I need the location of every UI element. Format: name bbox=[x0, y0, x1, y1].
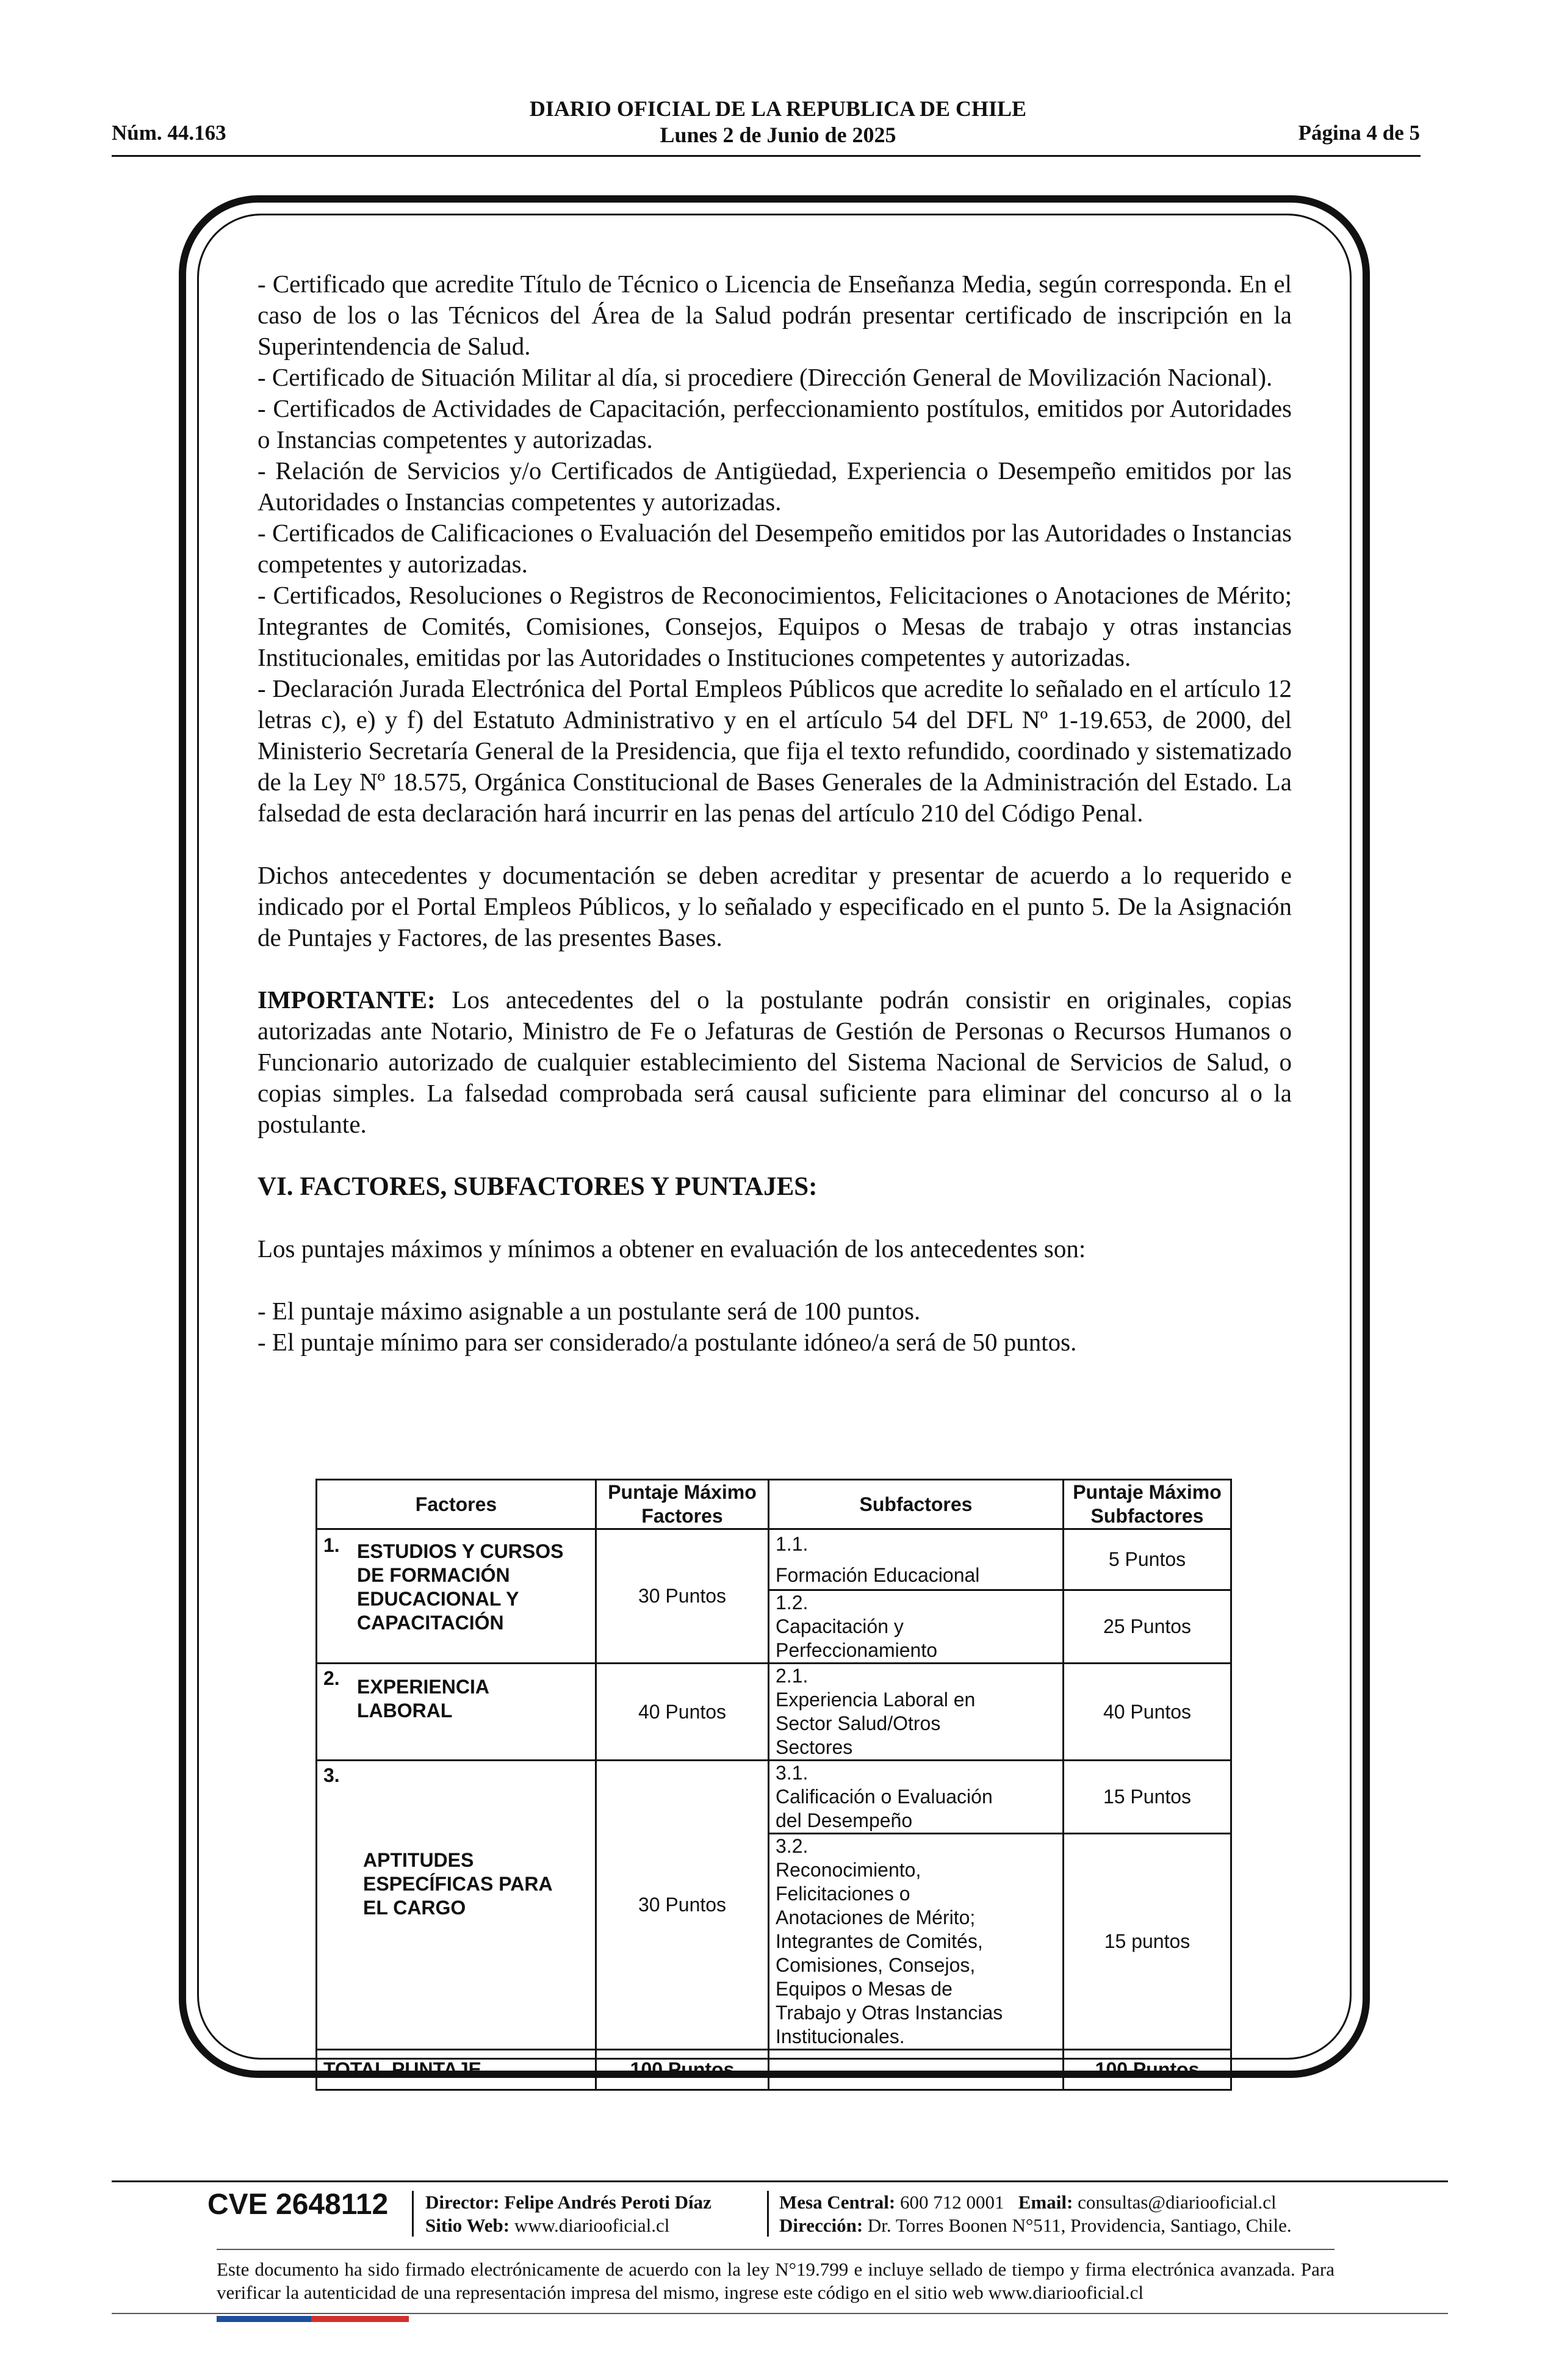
publication-date: Lunes 2 de Junio de 2025 bbox=[660, 123, 896, 147]
score-min: - El puntaje mínimo para ser considerado/a postulante idóneo/a será de 50 puntos. bbox=[258, 1328, 1077, 1356]
factor-name: EXPERIENCIA LABORAL bbox=[357, 1676, 489, 1722]
flag-stripe-blue bbox=[217, 2316, 311, 2322]
subfactor-1-2-max: 25 Puntos bbox=[1064, 1590, 1231, 1664]
document-body bbox=[258, 269, 1292, 1358]
score-max: - El puntaje máximo asignable a un postulante será de 100 puntos. bbox=[258, 1297, 921, 1325]
subfactor-1-1-max: 5 Puntos bbox=[1064, 1529, 1231, 1590]
director-label: Director: bbox=[425, 2191, 500, 2213]
requirement-item: - Certificado que acredite Título de Técnico o Licencia de Enseñanza Media, según corresponda. En el caso de los o las Técnicos del Área de la Salud podrán presentar certificado de inscripción en la Superintendencia de Salud. bbox=[258, 270, 1292, 360]
email-link[interactable]: consultas@diariooficial.cl bbox=[1078, 2191, 1277, 2213]
footer-note-divider bbox=[217, 2249, 1334, 2250]
scores-intro: Los puntajes máximos y mínimos a obtener en evaluación de los antecedentes son: bbox=[258, 1235, 1086, 1263]
subfactor-number: 3.2. bbox=[776, 1835, 809, 1857]
address-text: Dr. Torres Boonen N°511, Providencia, Santiago, Chile. bbox=[867, 2215, 1292, 2236]
requirement-item: - Certificados de Calificaciones o Evaluación del Desempeño emitidos por las Autoridades o Instancias competentes y autorizadas. bbox=[258, 519, 1292, 578]
address-label: Dirección: bbox=[779, 2215, 863, 2236]
email-label: Email: bbox=[1018, 2191, 1073, 2213]
factor-name: ESTUDIOS Y CURSOS DE FORMACIÓN EDUCACIONAL Y CAPACITACIÓN bbox=[357, 1540, 564, 1634]
subfactor-name: Formación Educacional bbox=[776, 1563, 980, 1586]
subfactor-3-1 bbox=[769, 1761, 1064, 1834]
factor-2-cell bbox=[317, 1664, 596, 1761]
header-subfactores: Subfactores bbox=[769, 1480, 1064, 1529]
factor-number: 1. bbox=[323, 1534, 340, 1556]
subfactor-name: Reconocimiento, Felicitaciones o Anotaciones de Mérito; Integrantes de Comités, Comisiones, Consejos, Equipos o Mesas de Trabajo y Otras Instancias Institucionales. bbox=[776, 1859, 1003, 2047]
subfactor-3-2 bbox=[769, 1834, 1064, 2050]
subfactor-number: 1.2. bbox=[776, 1592, 809, 1614]
factor-3-cell bbox=[317, 1761, 596, 2050]
web-label: Sitio Web: bbox=[425, 2215, 510, 2236]
factor-1-cell bbox=[317, 1529, 596, 1664]
factor-number: 3. bbox=[323, 1764, 340, 1786]
subfactor-3-1-max: 15 Puntos bbox=[1064, 1761, 1231, 1834]
subfactor-2-1-max: 40 Puntos bbox=[1064, 1664, 1231, 1761]
header-max-factores: Puntaje Máximo Factores bbox=[596, 1480, 769, 1529]
footer-note: Este documento ha sido firmado electrónicamente de acuerdo con la ley N°19.799 e incluye sellado de tiempo y firma electrónica avanzada. Para verificar la autenticidad de una representación impresa del mismo, ingrese este código en el sitio web www.diariooficial.cl bbox=[217, 2259, 1334, 2303]
total-max-factores: 100 Puntos bbox=[596, 2050, 769, 2090]
documentation-paragraph: Dichos antecedentes y documentación se deben acreditar y presentar de acuerdo a lo requerido e indicado por el Portal Empleos Públicos, y lo señalado y especificado en el punto 5. De la Asignación de Puntajes y Factores, de las presentes Bases. bbox=[258, 861, 1292, 951]
cve-code: CVE 2648112 bbox=[207, 2188, 389, 2221]
director-name: Felipe Andrés Peroti Díaz bbox=[504, 2191, 711, 2213]
header-factores: Factores bbox=[317, 1480, 596, 1529]
table-header-row bbox=[317, 1480, 1231, 1529]
subfactor-number: 1.1. bbox=[776, 1532, 809, 1555]
factor-3-max: 30 Puntos bbox=[596, 1761, 769, 2050]
phone-number: 600 712 0001 bbox=[900, 2191, 1004, 2213]
requirement-item: - Certificados de Actividades de Capacitación, perfeccionamiento postítulos, emitidos por Autoridades o Instancias competentes y autorizadas. bbox=[258, 394, 1292, 453]
requirement-item: - Certificados, Resoluciones o Registros de Reconocimientos, Felicitaciones o Anotaciones de Mérito; Integrantes de Comités, Comisiones, Consejos, Equipos o Mesas de trabajo y otras instancias Institucionales, emitidas por las Autoridades o Instituciones competentes y autorizadas. bbox=[258, 581, 1292, 671]
requirement-item: - Declaración Jurada Electrónica del Portal Empleos Públicos que acredite lo señalado en el artículo 12 letras c), e) y f) del Estatuto Administrativo y en el artículo 54 del DFL Nº 1-19.653, de 2000, del Ministerio Secretaría General de la Presidencia, que fija el texto refundido, coordinado y sistematizado de la Ley Nº 18.575, Orgánica Constitucional de Bases Generales de la Administración del Estado. La falsedad de esta declaración hará incurrir en las penas del artículo 210 del Código Penal. bbox=[258, 674, 1292, 827]
subfactor-number: 2.1. bbox=[776, 1665, 809, 1687]
subfactor-2-1 bbox=[769, 1664, 1064, 1761]
subfactor-1-1 bbox=[769, 1529, 1064, 1590]
page-indicator: Página 4 de 5 bbox=[1298, 121, 1420, 145]
factor-number: 2. bbox=[323, 1667, 340, 1689]
subfactor-name: Calificación o Evaluación del Desempeño bbox=[776, 1786, 993, 1831]
table-row bbox=[317, 1761, 1231, 1834]
issue-number: Núm. 44.163 bbox=[112, 121, 226, 145]
subfactor-3-2-max: 15 puntos bbox=[1064, 1834, 1231, 2050]
table-total-row bbox=[317, 2050, 1231, 2090]
subfactor-name: Experiencia Laboral en Sector Salud/Otros Sectores bbox=[776, 1689, 976, 1758]
important-text: Los antecedentes del o la postulante podrán consistir en originales, copias autorizadas ante Notario, Ministro de Fe o Jefaturas de Gestión de Personas o Recursos Humanos o Funcionario autorizado de cualquier establecimiento del Sistema Nacional de Servicios de Salud, o copias simples. La falsedad comprobada será causal suficiente para eliminar del concurso al o la postulante. bbox=[258, 986, 1292, 1138]
footer-divider bbox=[112, 2180, 1448, 2182]
header-max-subfactores: Puntaje Máximo Subfactores bbox=[1064, 1480, 1231, 1529]
scoring-table bbox=[315, 1479, 1232, 2091]
website-link[interactable]: www.diariooficial.cl bbox=[514, 2215, 670, 2236]
footer-bottom-rule bbox=[112, 2313, 1448, 2314]
requirement-item: - Relación de Servicios y/o Certificados de Antigüedad, Experiencia o Desempeño emitidos por las Autoridades o Instancias competentes y autorizadas. bbox=[258, 456, 1292, 516]
section-title: VI. FACTORES, SUBFACTORES Y PUNTAJES: bbox=[258, 1172, 818, 1201]
footer-contact-block bbox=[779, 2191, 1292, 2237]
factor-2-max: 40 Puntos bbox=[596, 1664, 769, 1761]
table-row bbox=[317, 1664, 1231, 1761]
total-label: TOTAL PUNTAJE bbox=[317, 2050, 596, 2090]
phone-label: Mesa Central: bbox=[779, 2191, 896, 2213]
table-row bbox=[317, 1529, 1231, 1590]
header-divider bbox=[112, 155, 1421, 157]
footer-separator bbox=[767, 2191, 769, 2237]
important-label: IMPORTANTE: bbox=[258, 986, 436, 1014]
flag-stripe-red bbox=[311, 2316, 409, 2322]
factor-name: APTITUDES ESPECÍFICAS PARA EL CARGO bbox=[363, 1849, 552, 1919]
total-empty bbox=[769, 2050, 1064, 2090]
important-paragraph bbox=[258, 984, 1292, 1140]
total-max-subfactores: 100 Puntos bbox=[1064, 2050, 1231, 2090]
factor-1-max: 30 Puntos bbox=[596, 1529, 769, 1664]
subfactor-1-2 bbox=[769, 1590, 1064, 1664]
footer-director-block bbox=[425, 2191, 711, 2237]
subfactor-number: 3.1. bbox=[776, 1762, 809, 1784]
publication-title: DIARIO OFICIAL DE LA REPUBLICA DE CHILE bbox=[529, 96, 1027, 121]
requirement-item: - Certificado de Situación Militar al día, si procediere (Dirección General de Movilización Nacional). bbox=[258, 363, 1273, 391]
subfactor-name: Capacitación y Perfeccionamiento bbox=[776, 1615, 938, 1661]
footer-separator bbox=[412, 2191, 414, 2237]
